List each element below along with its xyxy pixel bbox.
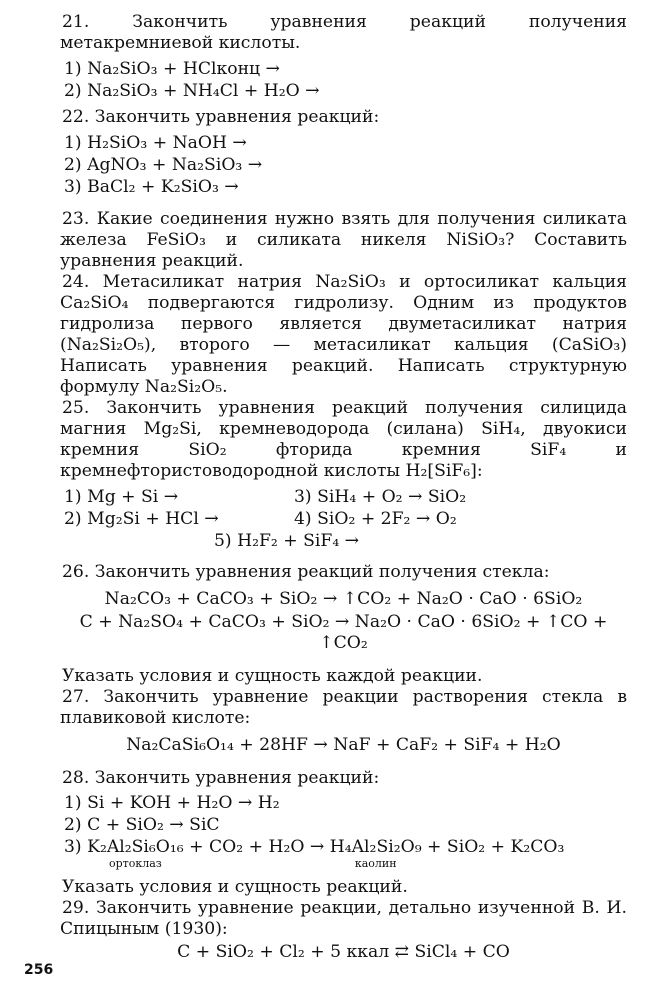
problem-21-equations bbox=[64, 59, 627, 102]
equation: 4) SiO₂ + 2F₂ → O₂ bbox=[294, 508, 457, 529]
equation: 5) H₂F₂ + SiF₄ → bbox=[214, 530, 360, 551]
mineral-label: ортоклаз bbox=[108, 857, 162, 871]
eq3-mid: + CO₂ + H₂O → bbox=[183, 837, 330, 858]
equation: C + SiO₂ + Cl₂ + 5 ккал ⇄ SiCl₄ + CO bbox=[177, 942, 510, 963]
equation: 2) Na₂SiO₃ + NH₄Cl + H₂O → bbox=[64, 80, 320, 101]
mineral-label: каолин bbox=[354, 857, 397, 871]
eq3-suffix: + SiO₂ + K₂CO₃ bbox=[421, 837, 565, 858]
problem-29-text: 29. Закончить уравнение реакции, детально изученной В. И. Спицыным (1930): bbox=[60, 898, 627, 940]
problem-21-text: 21. Закончить уравнения реакций получения метакремниевой кислоты. bbox=[60, 12, 627, 53]
problem-28-text: 28. Закончить уравнения реакций: bbox=[62, 767, 380, 788]
problem-25-text: 25. Закончить уравнения реакций получения силицида магния Mg₂Si, кремневодорода (силана) SiH₄, двуокиси кремния SiO₂ фторида кремния SiF₄ и кремнефтористоводородной кислоты H₂[SiF₆]: bbox=[60, 397, 627, 481]
eq3-product bbox=[329, 837, 422, 871]
problem-28-equations bbox=[64, 793, 627, 873]
problem-24-text: 24. Метасиликат натрия Na₂SiO₃ и ортосиликат кальция Ca₂SiO₄ подвергаются гидролизу. Одним из продуктов гидролиза первого является двуметасиликат натрия (Na₂Si₂O₅), второго — метасиликат кальция (CaSiO₃) Написать уравнения реакций. Написать структурную формулу Na₂Si₂O₅. bbox=[60, 271, 627, 397]
equation: Na₂CaSi₆O₁₄ + 28HF → NaF + CaF₂ + SiF₄ + H₂O bbox=[126, 734, 561, 755]
page-number: 256 bbox=[24, 962, 54, 978]
eq3-reactant-formula: K₂Al₂Si₆O₁₆ bbox=[87, 837, 184, 858]
problem-23-text: 23. Какие соединения нужно взять для получения силиката железа FeSiO₃ и силиката никеля NiSiO₃? Составить уравнения реакций. bbox=[60, 208, 627, 271]
equation-3 bbox=[64, 837, 627, 871]
eq3-reactant bbox=[87, 837, 184, 871]
equation: 1) Na₂SiO₃ + HClконц → bbox=[64, 58, 280, 79]
problem-28-note: Указать условия и сущность реакций. bbox=[62, 877, 408, 898]
equation: 1) Si + KOH + H₂O → H₂ bbox=[64, 793, 280, 814]
equation: 3) SiH₄ + O₂ → SiO₂ bbox=[294, 486, 467, 507]
problem-22-equations bbox=[64, 133, 627, 198]
eq3-prefix: 3) bbox=[64, 837, 88, 858]
equation: 3) BaCl₂ + K₂SiO₃ → bbox=[64, 176, 239, 197]
equation: 2) AgNO₃ + Na₂SiO₃ → bbox=[64, 154, 263, 175]
problem-26-note: Указать условия и сущность каждой реакции. bbox=[62, 665, 483, 686]
equation: 2) Mg₂Si + HCl → bbox=[64, 508, 219, 529]
problem-27-text: 27. Закончить уравнение реакции растворения стекла в плавиковой кислоте: bbox=[60, 686, 627, 728]
problem-25-equations bbox=[64, 486, 627, 531]
page-content bbox=[60, 12, 627, 965]
equation: C + Na₂SO₄ + CaCO₃ + SiO₂ → Na₂O · CaO · 6SiO₂ + ↑CO + ↑CO₂ bbox=[79, 611, 608, 653]
equation: 1) H₂SiO₃ + NaOH → bbox=[64, 132, 247, 153]
equation: Na₂CO₃ + CaCO₃ + SiO₂ → ↑CO₂ + Na₂O · CaO · 6SiO₂ bbox=[104, 588, 583, 609]
eq3-product-formula: H₄Al₂Si₂O₉ bbox=[329, 837, 422, 858]
equation: 2) C + SiO₂ → SiC bbox=[64, 815, 220, 836]
equation: 1) Mg + Si → bbox=[64, 486, 179, 507]
problem-22-text: 22. Закончить уравнения реакций: bbox=[62, 106, 380, 127]
problem-26-text: 26. Закончить уравнения реакций получения стекла: bbox=[62, 561, 550, 582]
